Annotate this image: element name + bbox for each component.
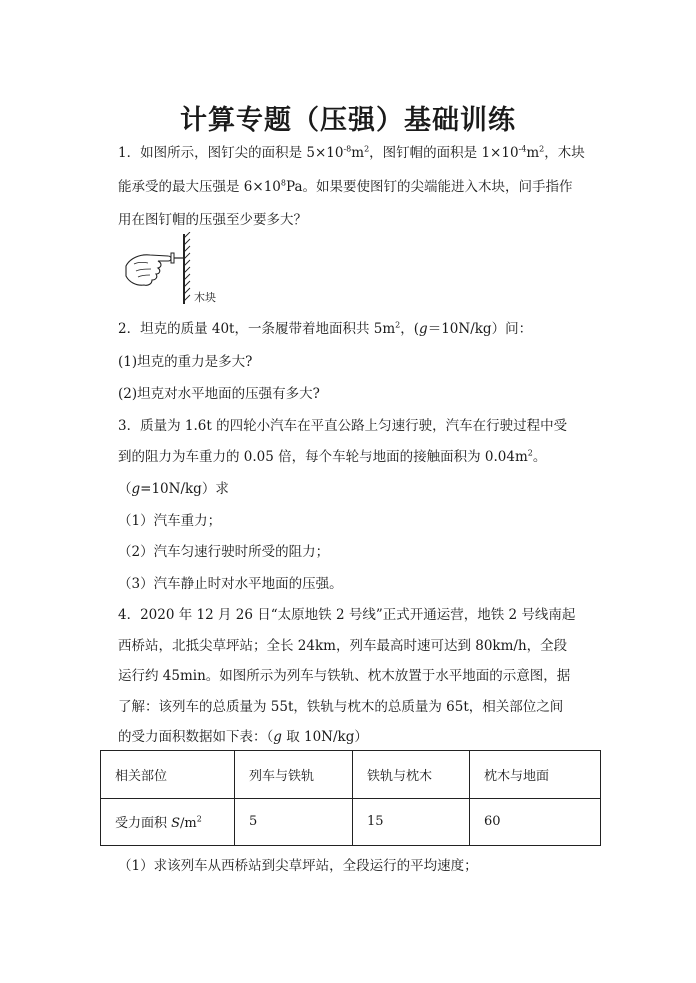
q2-sub-2: (2)坦克对水平地面的压强有多大? xyxy=(118,386,320,402)
q3-sub-2: （2）汽车匀速行驶时所受的阻力； xyxy=(118,544,330,560)
q3-line-2: 到的阻力为车重力的 0.05 倍，每个车轮与地面的接触面积为 $0.04m^2$。 xyxy=(118,448,547,465)
table-row xyxy=(101,798,601,846)
q4-line-2: 西桥站，北抵尖草坪站；全长 24km，列车最高时速可达到 80km/h，全段 xyxy=(118,638,568,654)
page-title: 计算专题（压强）基础训练 xyxy=(180,105,516,136)
table-row-label: 受力面积 $S/m^2$ xyxy=(101,798,235,846)
table-header-row xyxy=(101,751,601,799)
q4-line-3: 运行约 45min。如图所示为列车与铁轨、枕木放置于水平地面的示意图，据 xyxy=(118,668,571,684)
q4-line-1: 4．2020 年 12 月 26 日“太原地铁 2 号线”正式开通运营，地铁 2 号线南起 xyxy=(118,607,576,623)
table-header-cell: 枕木与地面 xyxy=(470,751,601,799)
contact-area-table xyxy=(100,750,601,846)
q4-line-4: 了解：该列车的总质量为 55t，铁轨与枕木的总质量为 65t，相关部位之间 xyxy=(118,699,564,715)
q4-line-5: 的受力面积数据如下表：（g 取 10N/kg） xyxy=(118,729,368,745)
q1-line-2: 能承受的最大压强是 $6\times 10^8Pa$。如果要使图钉的尖端能进入木块，问手指作 xyxy=(118,178,573,195)
q3-sub-1: （1）汽车重力； xyxy=(118,513,222,529)
q1-line-3: 用在图钉帽的压强至少要多大？ xyxy=(118,212,307,228)
q2-line-1: 2．坦克的质量 40t，一条履带着地面积共 $5m^2$，(g＝10N/kg）问： xyxy=(118,320,533,337)
q4-sub-1: （1）求该列车从西桥站到尖草坪站，全段运行的平均速度； xyxy=(118,858,478,874)
table-header-cell: 铁轨与枕木 xyxy=(353,751,470,799)
figure-label-wood: 木块 xyxy=(194,291,216,304)
q3-sub-3: （3）汽车静止时对水平地面的压强。 xyxy=(118,576,343,592)
q2-sub-1: (1)坦克的重力是多大? xyxy=(118,354,253,370)
table-cell: 15 xyxy=(353,798,470,846)
q3-line-1: 3．质量为 1.6t 的四轮小汽车在平直公路上匀速行驶，汽车在行驶过程中受 xyxy=(118,418,568,434)
table-header-cell: 相关部位 xyxy=(101,751,235,799)
table-cell: 60 xyxy=(470,798,601,846)
q3-line-3: （g=10N/kg）求 xyxy=(118,481,229,497)
thumbtack-figure xyxy=(124,232,234,308)
q1-line-1: 1．如图所示，图钉尖的面积是 $5\times 10^{-8}m^2$，图钉帽的面积是 $1\times 10^{-4}m^2$，木块 xyxy=(118,144,585,161)
table-cell: 5 xyxy=(235,798,353,846)
table-header-cell: 列车与铁轨 xyxy=(235,751,353,799)
